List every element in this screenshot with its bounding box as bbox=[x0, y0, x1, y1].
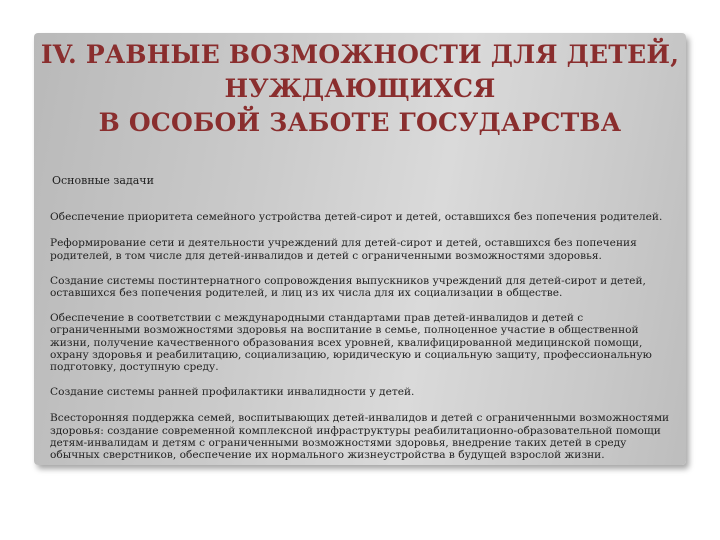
task-item-early-prevention: Создание системы ранней профилактики инвалидности у детей. bbox=[50, 386, 415, 399]
task-item-rights-of-disabled-children: Обеспечение в соответствии с международными стандартами прав детей-инвалидов и детей с ограниченными возможностями здоровья на воспитание в семье, полноценное участие в общественной жизни, получение качественного образования всех уровней, квалифицированной медицинской помощи, охрану здоровья и реабилитацию, социализацию, юридическую и социальную защиту, профессиональную подготовку, доступную среду. bbox=[50, 312, 652, 374]
title-line-3: В ОСОБОЙ ЗАБОТЕ ГОСУДАРСТВА bbox=[98, 108, 622, 137]
title-line-2: НУЖДАЮЩИХСЯ bbox=[224, 74, 496, 103]
slide-body bbox=[50, 175, 672, 474]
task-item-post-boarding-support: Создание системы постинтернатного сопровождения выпускников учреждений для детей-сирот и детей, оставшихся без попечения родителей, и лиц из их числа для их социализации в обществе. bbox=[50, 274, 646, 300]
task-item-institution-reform: Реформирование сети и деятельности учреждений для детей-сирот и детей, оставшихся без попечения родителей, в том числе для детей-инвалидов и детей с ограниченными возможностями здоровья. bbox=[50, 237, 637, 262]
task-item-family-placement: Обеспечение приоритета семейного устройства детей-сирот и детей, оставшихся без попечения родителей. bbox=[50, 211, 663, 224]
slide-title bbox=[0, 38, 720, 140]
task-item-family-support: Всесторонняя поддержка семей, воспитывающих детей-инвалидов и детей с ограниченными возможностями здоровья: создание современной комплексной инфраструктуры реабилитационно-образовательной помощи детям-инвалидам и детям с ограниченными возможностями здоровья, внедрение таких детей в среду обычных сверстников, обеспечение их нормального жизнеустройства в будущей взрослой жизни. bbox=[50, 412, 670, 462]
title-line-1: IV. РАВНЫЕ ВОЗМОЖНОСТИ ДЛЯ ДЕТЕЙ, bbox=[40, 40, 680, 69]
tasks-subheading: Основные задачи bbox=[52, 174, 154, 187]
